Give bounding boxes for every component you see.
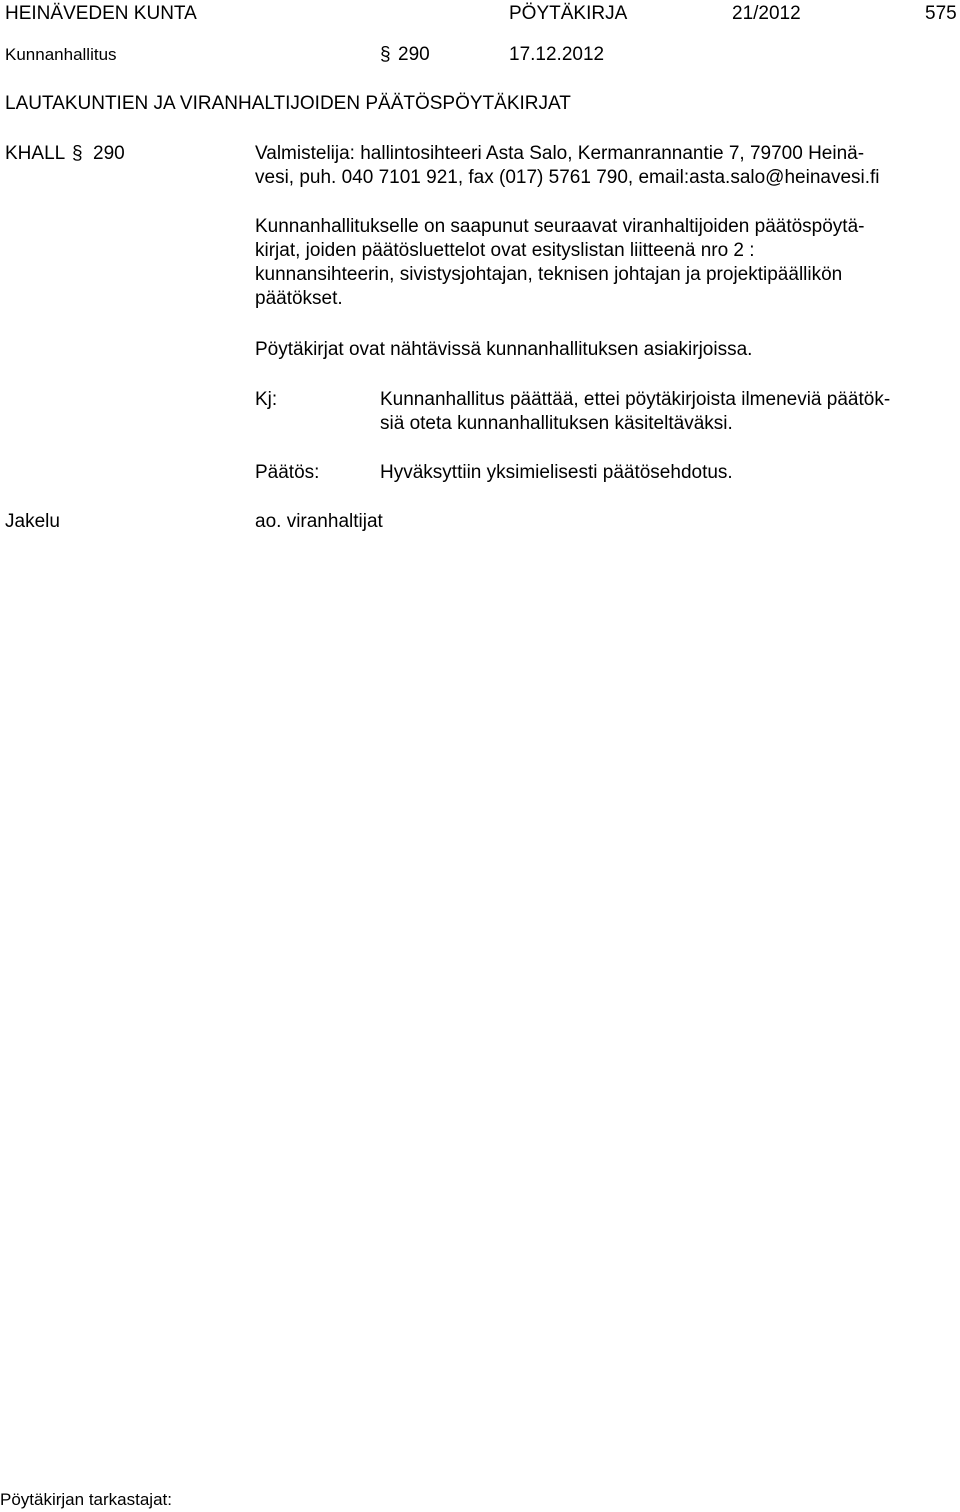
availability-note: Pöytäkirjat ovat nähtävissä kunnanhallituksen asiakirjoissa. bbox=[255, 339, 753, 360]
meeting-date: 17.12.2012 bbox=[509, 44, 605, 65]
document-number: 21/2012 bbox=[732, 3, 801, 24]
item-ref-number: 290 bbox=[93, 143, 125, 164]
proposal-label: Kj: bbox=[255, 389, 278, 410]
item-section-sign: § bbox=[72, 143, 83, 164]
proposal-line: Kunnanhallitus päättää, ettei pöytäkirjoista ilmeneviä päätök- bbox=[380, 389, 891, 410]
preparer-line: Valmistelija: hallintosihteeri Asta Salo, Kermanrannantie 7, 79700 Heinä- bbox=[255, 143, 865, 164]
page-title: LAUTAKUNTIEN JA VIRANHALTIJOIDEN PÄÄTÖSPÖYTÄKIRJAT bbox=[5, 93, 571, 114]
distribution-value: ao. viranhaltijat bbox=[255, 511, 383, 532]
municipality-name: HEINÄVEDEN KUNTA bbox=[5, 3, 197, 24]
distribution-label: Jakelu bbox=[5, 511, 60, 532]
body-line: kunnansihteerin, sivistysjohtajan, teknisen johtajan ja projektipäällikön bbox=[255, 264, 843, 285]
decision-text: Hyväksyttiin yksimielisesti päätösehdotus. bbox=[380, 462, 733, 483]
body-paragraph bbox=[255, 215, 950, 311]
body-line: päätökset. bbox=[255, 288, 343, 309]
reviewers-label: Pöytäkirjan tarkastajat: bbox=[0, 1490, 172, 1509]
item-ref-prefix: KHALL bbox=[5, 143, 66, 164]
body-name: Kunnanhallitus bbox=[5, 45, 117, 64]
section-sign: § bbox=[380, 44, 391, 65]
body-line: Kunnanhallitukselle on saapunut seuraavat viranhaltijoiden päätöspöytä- bbox=[255, 216, 865, 237]
decision-label: Päätös: bbox=[255, 462, 320, 483]
page-number: 575 bbox=[925, 3, 957, 24]
preparer-info bbox=[255, 142, 950, 190]
preparer-line: vesi, puh. 040 7101 921, fax (017) 5761 790, email:asta.salo@heinavesi.fi bbox=[255, 167, 880, 188]
proposal-text bbox=[380, 388, 890, 436]
document-type: PÖYTÄKIRJA bbox=[509, 3, 628, 24]
section-number: 290 bbox=[398, 44, 430, 65]
proposal-line: siä oteta kunnanhallituksen käsiteltäväksi. bbox=[380, 413, 733, 434]
body-line: kirjat, joiden päätösluettelot ovat esityslistan liitteenä nro 2 : bbox=[255, 240, 755, 261]
